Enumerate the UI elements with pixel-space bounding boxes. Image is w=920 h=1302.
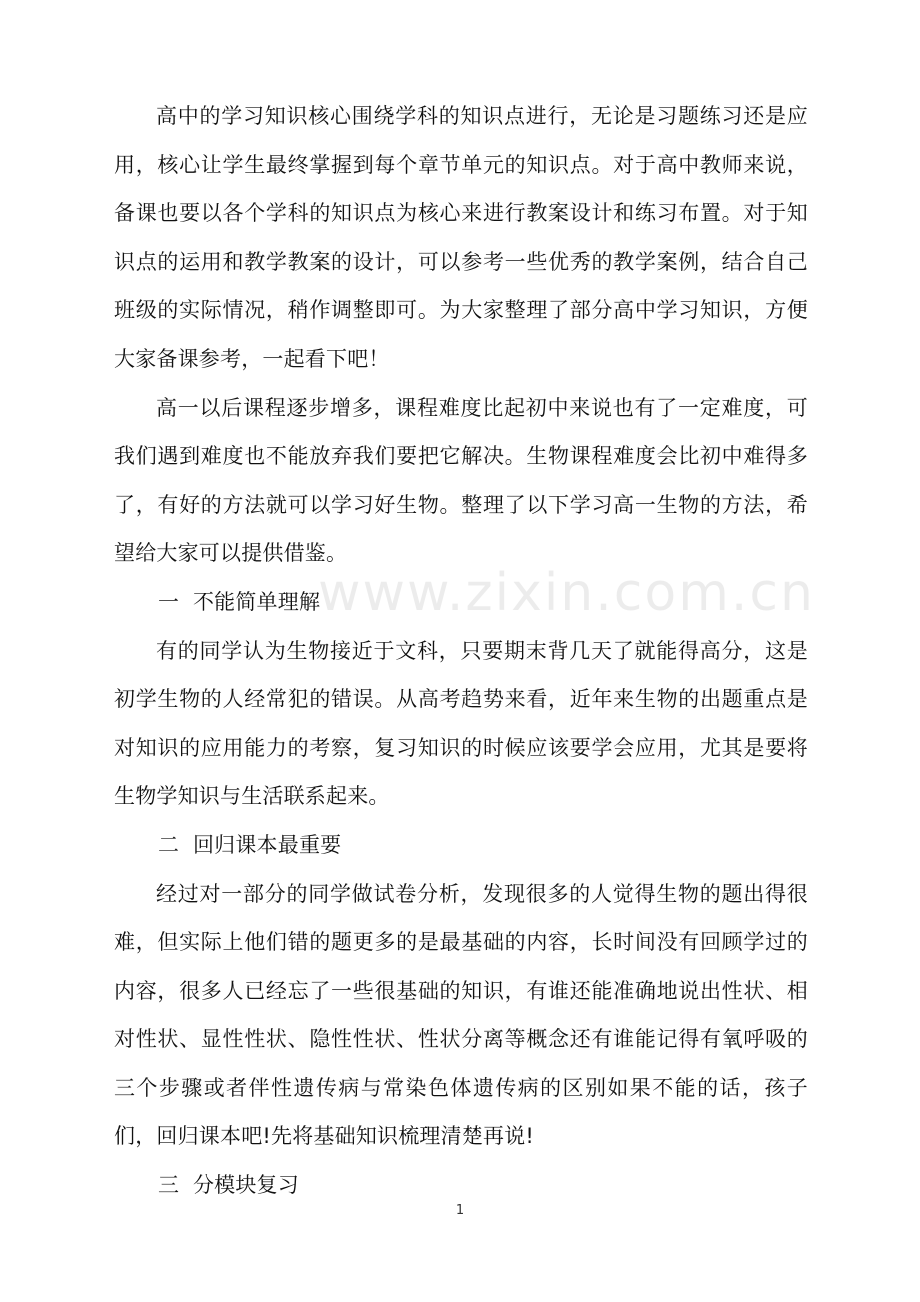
section-1-paragraph: 有的同学认为生物接近于文科，只要期末背几天了就能得高分，这是初学生物的人经常犯的错误。从高考趋势来看，近年来生物的出题重点是对知识的应用能力的考察，复习知识的时候应该要学会应用，尤其是要将生物学知识与生活联系起来。 xyxy=(114,638,808,809)
intro-paragraph: 高中的学习知识核心围绕学科的知识点进行，无论是习题练习还是应用，核心让学生最终掌握到每个章节单元的知识点。对于高中教师来说，备课也要以各个学科的知识点为核心来进行教案设计和练习布置。对于知识点的运用和教学教案的设计，可以参考一些优秀的教学案例，结合自己班级的实际情况，稍作调整即可。为大家整理了部分高中学习知识，方便大家备课参考，一起看下吧！ xyxy=(114,104,808,371)
document-body xyxy=(114,92,808,1210)
page-number: 1 xyxy=(455,1203,465,1218)
section-2-paragraph: 经过对一部分的同学做试卷分析，发现很多的人觉得生物的题出得很难，但实际上他们错的题更多的是最基础的内容，长时间没有回顾学过的内容，很多人已经忘了一些很基础的知识，有谁还能准确地说出性状、相对性状、显性性状、隐性性状、性状分离等概念还有谁能记得有氧呼吸的三个步骤或者伴性遗传病与常染色体遗传病的区别如果不能的话，孩子们，回归课本吧!先将基础知识梳理清楚再说! xyxy=(114,881,808,1149)
section-heading-3: 三 分模块复习 xyxy=(158,1173,299,1198)
watermark: www.zixin.com.cn xyxy=(318,563,815,623)
section-heading-1: 一 不能简单理解 xyxy=(158,589,321,614)
section-heading-2: 二 回归课本最重要 xyxy=(158,832,342,857)
biology-intro-paragraph: 高一以后课程逐步增多，课程难度比起初中来说也有了一定难度，可我们遇到难度也不能放弃我们要把它解决。生物课程难度会比初中难得多了，有好的方法就可以学习好生物。整理了以下学习高一生物的方法，希望给大家可以提供借鉴。 xyxy=(114,395,808,566)
